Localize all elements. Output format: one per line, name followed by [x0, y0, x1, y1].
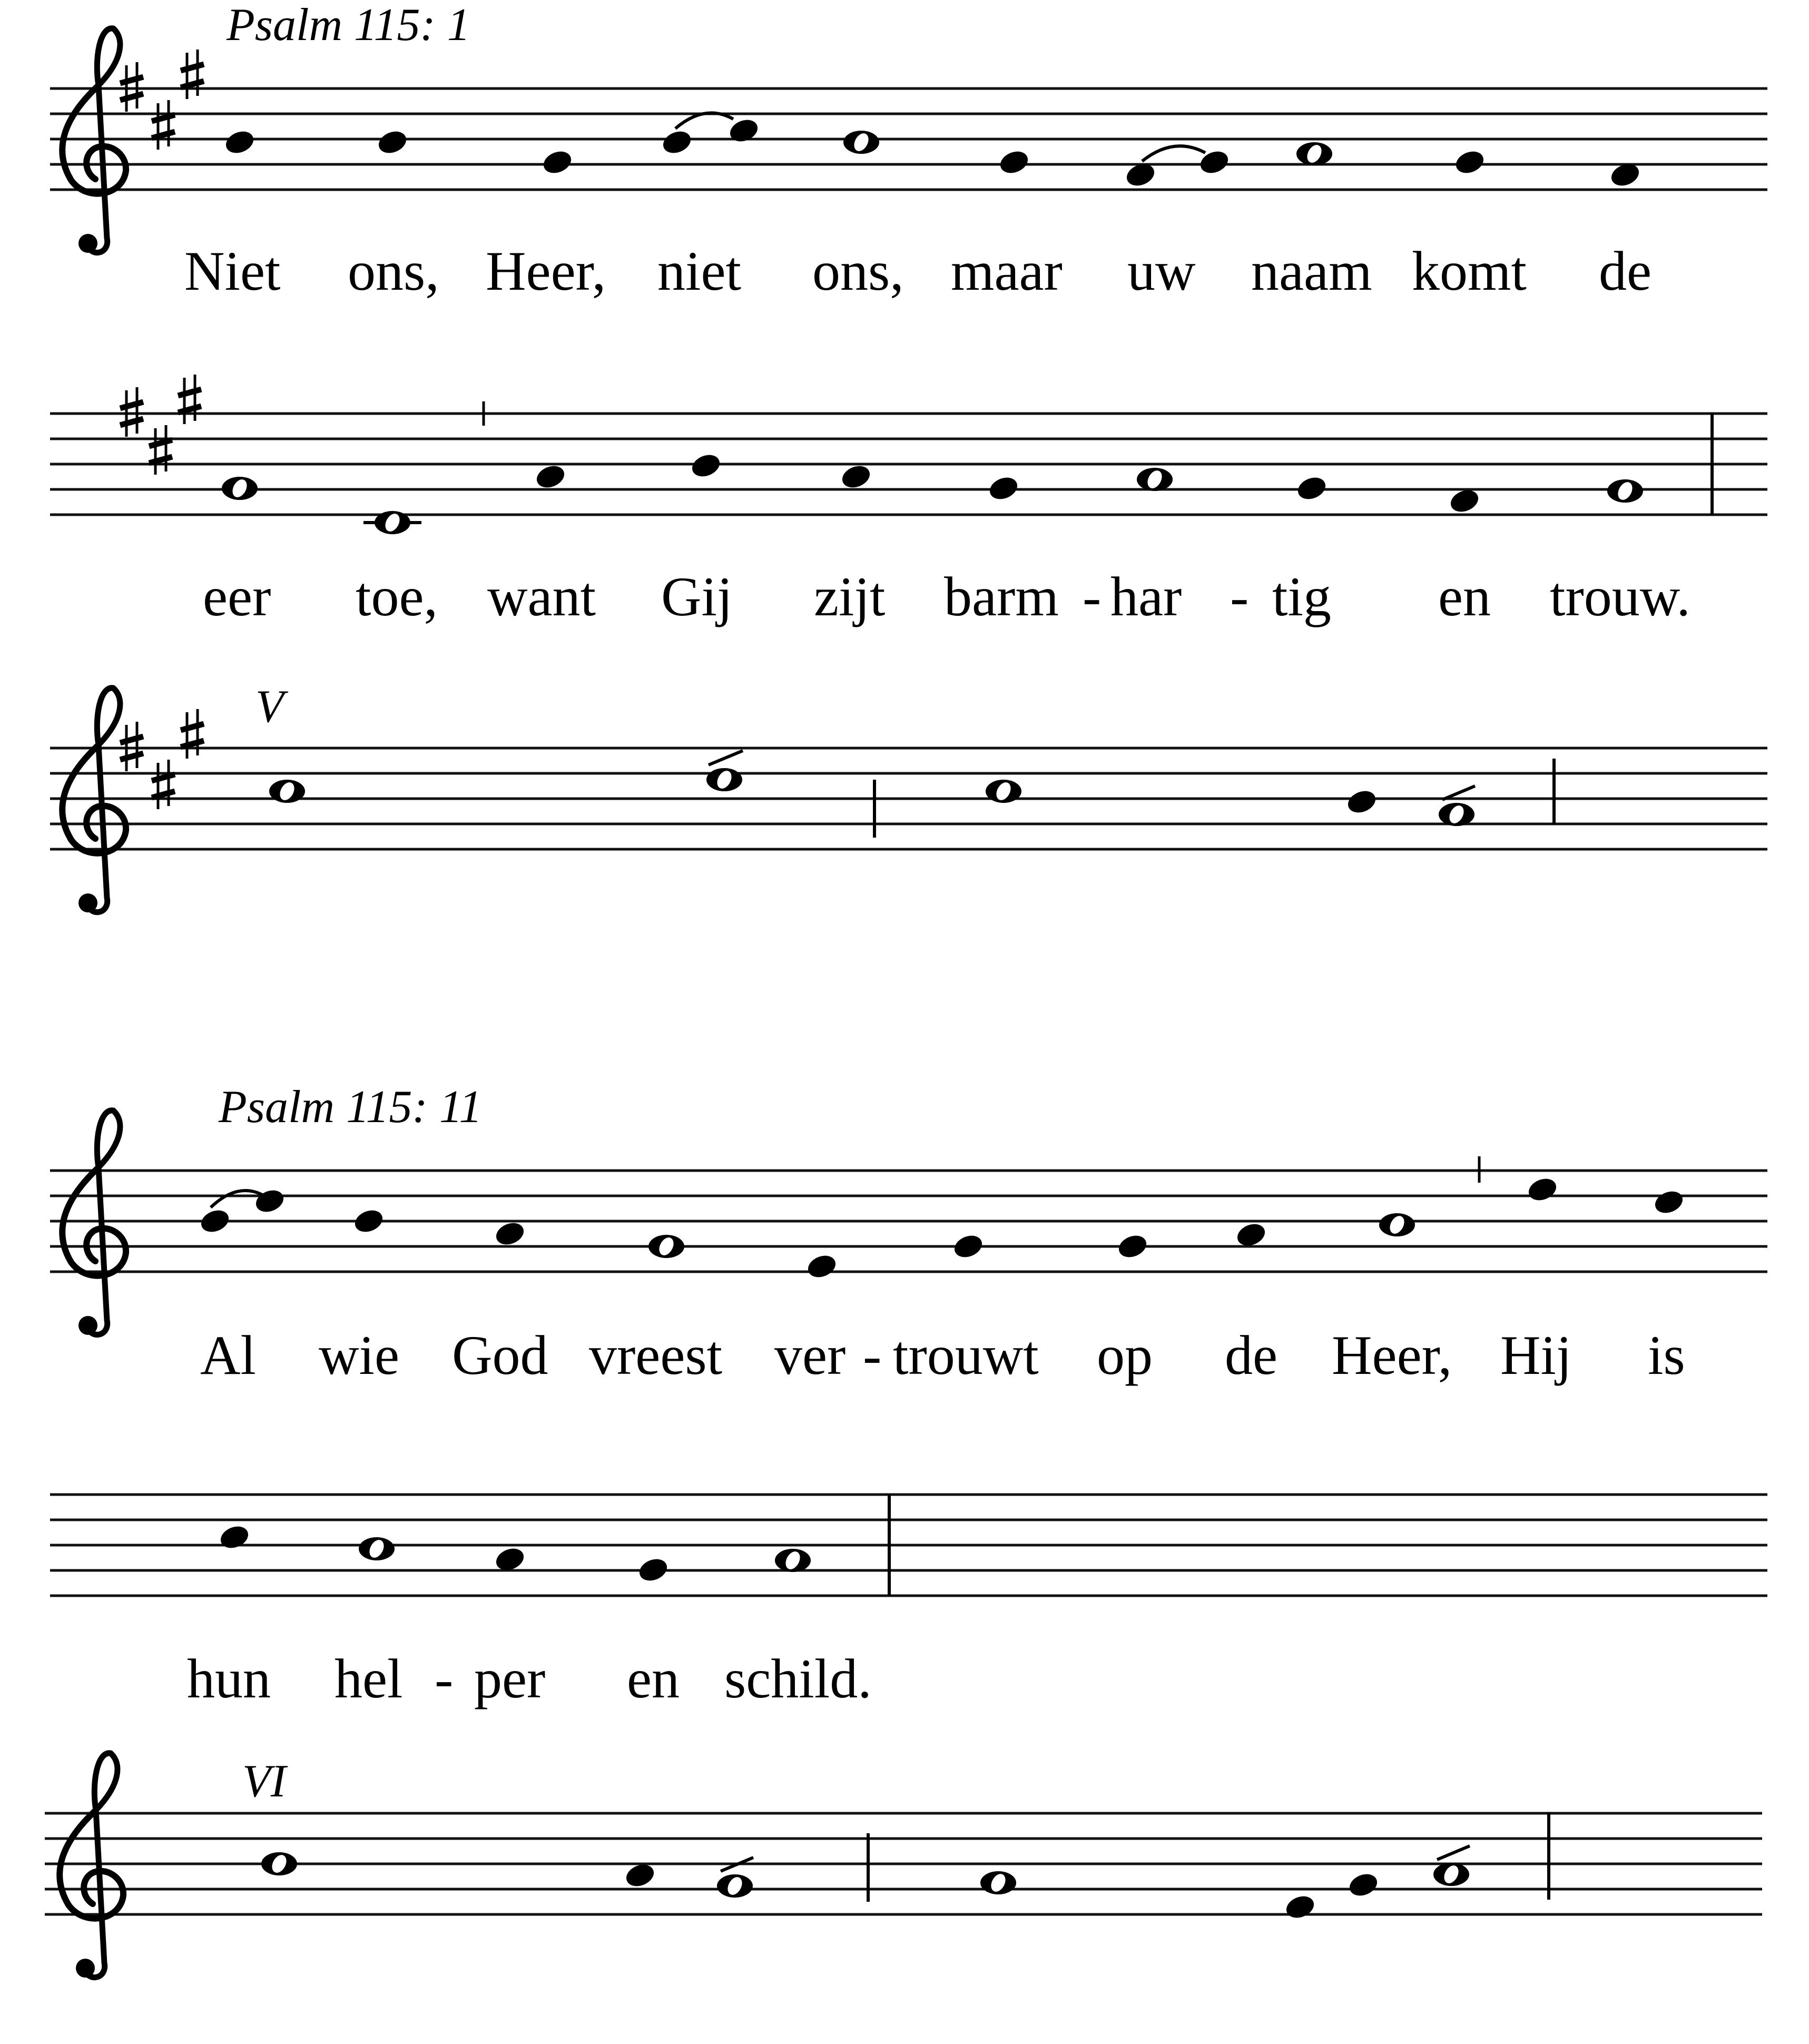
note-quarter [1116, 1232, 1149, 1261]
lyric-syllable: trouwt [893, 1324, 1039, 1386]
sharp-icon [120, 387, 143, 437]
lyric-hyphen: - [1083, 566, 1102, 627]
note-whole-accent [706, 751, 743, 791]
staff-system-1 [50, 28, 1767, 253]
note-whole [986, 780, 1021, 803]
treble-clef-icon [60, 1753, 123, 1978]
treble-clef-icon [62, 1111, 126, 1335]
notes [261, 1812, 1549, 1922]
lyric-syllable: is [1648, 1324, 1685, 1386]
lyrics-line [203, 566, 1690, 627]
lyric-syllable: har [1110, 566, 1182, 627]
note-whole [1137, 468, 1173, 491]
note-whole [222, 477, 258, 500]
lyric-syllable: Niet [184, 240, 281, 302]
staff-system-2 [50, 375, 1767, 534]
lyric-syllable: hun [187, 1648, 271, 1709]
lyric-syllable: Gij [661, 566, 733, 627]
staff-lines [50, 89, 1767, 190]
lyric-syllable: toe, [356, 566, 438, 627]
note-quarter [689, 451, 723, 480]
note-quarter [1345, 787, 1379, 816]
staff-lines [50, 414, 1767, 515]
lyric-syllable: uw [1127, 240, 1196, 302]
lyrics-line [200, 1324, 1685, 1386]
lyric-syllable: schild. [724, 1648, 872, 1709]
slur [675, 113, 733, 129]
lyric-syllable: Hij [1500, 1324, 1572, 1386]
lyric-syllable: trouw. [1550, 566, 1690, 627]
note-whole [980, 1871, 1016, 1894]
staff-system-2 [50, 1495, 1767, 1596]
note-whole [1607, 479, 1643, 503]
lyric-syllable: God [452, 1324, 548, 1386]
note-quarter [493, 1219, 527, 1248]
lyric-hyphen: - [1230, 566, 1249, 627]
note-quarter [223, 127, 257, 156]
note-whole [261, 1852, 297, 1875]
lyric-syllable: en [627, 1648, 680, 1709]
section-heading: Psalm 115: 11 [219, 1082, 483, 1133]
note-quarter [623, 1861, 657, 1890]
notes [198, 1175, 1686, 1281]
sharp-icon [149, 425, 172, 475]
notes [223, 113, 1642, 189]
staff-lines [50, 1495, 1767, 1596]
lyric-syllable: en [1438, 566, 1491, 627]
sharp-icon [181, 50, 204, 99]
note-quarter [1448, 486, 1481, 515]
sharp-icon [181, 709, 204, 759]
lyric-syllable: op [1097, 1324, 1153, 1386]
slur [1142, 146, 1205, 161]
note-quarter [1346, 1870, 1380, 1899]
treble-clef-icon [62, 28, 126, 253]
lyric-syllable: komt [1412, 240, 1527, 302]
tone-label: VI [242, 1756, 287, 1807]
note-quarter [951, 1232, 985, 1261]
key-signature-sharps [120, 709, 204, 809]
note-quarter [805, 1252, 839, 1281]
lyric-syllable: ons, [812, 240, 904, 302]
lyric-hyphen: - [863, 1324, 882, 1386]
note-quarter [997, 148, 1031, 176]
note-quarter [376, 127, 409, 156]
note-quarter [218, 1522, 251, 1551]
note-quarter [1652, 1187, 1686, 1216]
note-whole [1379, 1213, 1415, 1236]
lyric-syllable: barm [944, 566, 1059, 627]
treble-clef-icon [62, 688, 126, 912]
lyric-syllable: Heer, [486, 240, 606, 302]
note-quarter [660, 127, 694, 156]
note-quarter [1453, 148, 1487, 176]
lyric-syllable: vreest [589, 1324, 723, 1386]
slur [211, 1191, 262, 1207]
psalm-tone-staff [45, 1753, 1762, 1978]
psalm-tone-staff [50, 681, 1767, 912]
notes [218, 1522, 811, 1584]
key-signature-sharps [120, 375, 201, 475]
staff-system-1 [50, 1111, 1767, 1335]
lyric-syllable: eer [203, 566, 271, 627]
lyric-syllable: per [474, 1648, 546, 1709]
lyric-syllable: niet [657, 240, 741, 302]
staff-lines [45, 1813, 1762, 1914]
note-quarter [636, 1555, 670, 1584]
note-quarter [1234, 1220, 1268, 1249]
lyric-syllable: zijt [814, 566, 886, 627]
tone-label: V [255, 681, 284, 732]
note-whole [1296, 142, 1332, 165]
note-whole [269, 780, 305, 803]
sharp-icon [178, 375, 201, 424]
note-whole [648, 1235, 684, 1258]
note-whole [359, 1537, 395, 1560]
note-whole [843, 131, 879, 154]
note-quarter [1283, 1892, 1317, 1921]
lyrics-line [184, 240, 1651, 302]
note-quarter [839, 462, 873, 491]
staff-lines [50, 1171, 1767, 1272]
note-whole [775, 1549, 811, 1572]
note-whole-accent [1439, 786, 1475, 826]
note-quarter [1526, 1175, 1559, 1204]
lyrics-line [187, 1648, 872, 1709]
note-quarter [727, 116, 761, 145]
note-quarter [987, 474, 1020, 503]
sharp-icon [120, 62, 143, 112]
note-quarter [253, 1186, 287, 1215]
lyric-syllable: Heer, [1332, 1324, 1452, 1386]
section-psalm-115-11 [45, 1082, 1767, 1978]
lyric-syllable: hel [335, 1648, 403, 1709]
lyric-syllable: tig [1272, 566, 1331, 627]
note-quarter [534, 462, 567, 491]
lyric-syllable: wie [319, 1324, 400, 1386]
note-whole-accent [1433, 1846, 1470, 1886]
section-psalm-115-1 [50, 0, 1767, 912]
staff-lines [50, 748, 1767, 849]
lyric-syllable: de [1225, 1324, 1278, 1386]
lyric-syllable: ons, [348, 240, 439, 302]
lyric-syllable: naam [1251, 240, 1372, 302]
note-quarter [540, 148, 574, 176]
sharp-icon [120, 722, 143, 771]
note-quarter [198, 1206, 232, 1235]
section-heading: Psalm 115: 1 [227, 0, 470, 51]
lyric-syllable: ver [774, 1324, 846, 1386]
key-signature-sharps [120, 50, 204, 150]
note-quarter [352, 1206, 386, 1235]
sharp-icon [152, 760, 175, 809]
lyric-syllable: Al [200, 1324, 256, 1386]
lyric-hyphen: - [435, 1648, 454, 1709]
sharp-icon [152, 100, 175, 150]
lyric-syllable: de [1599, 240, 1652, 302]
note-quarter [1295, 474, 1329, 503]
lyric-syllable: maar [951, 240, 1063, 302]
lyric-syllable: want [487, 566, 596, 627]
